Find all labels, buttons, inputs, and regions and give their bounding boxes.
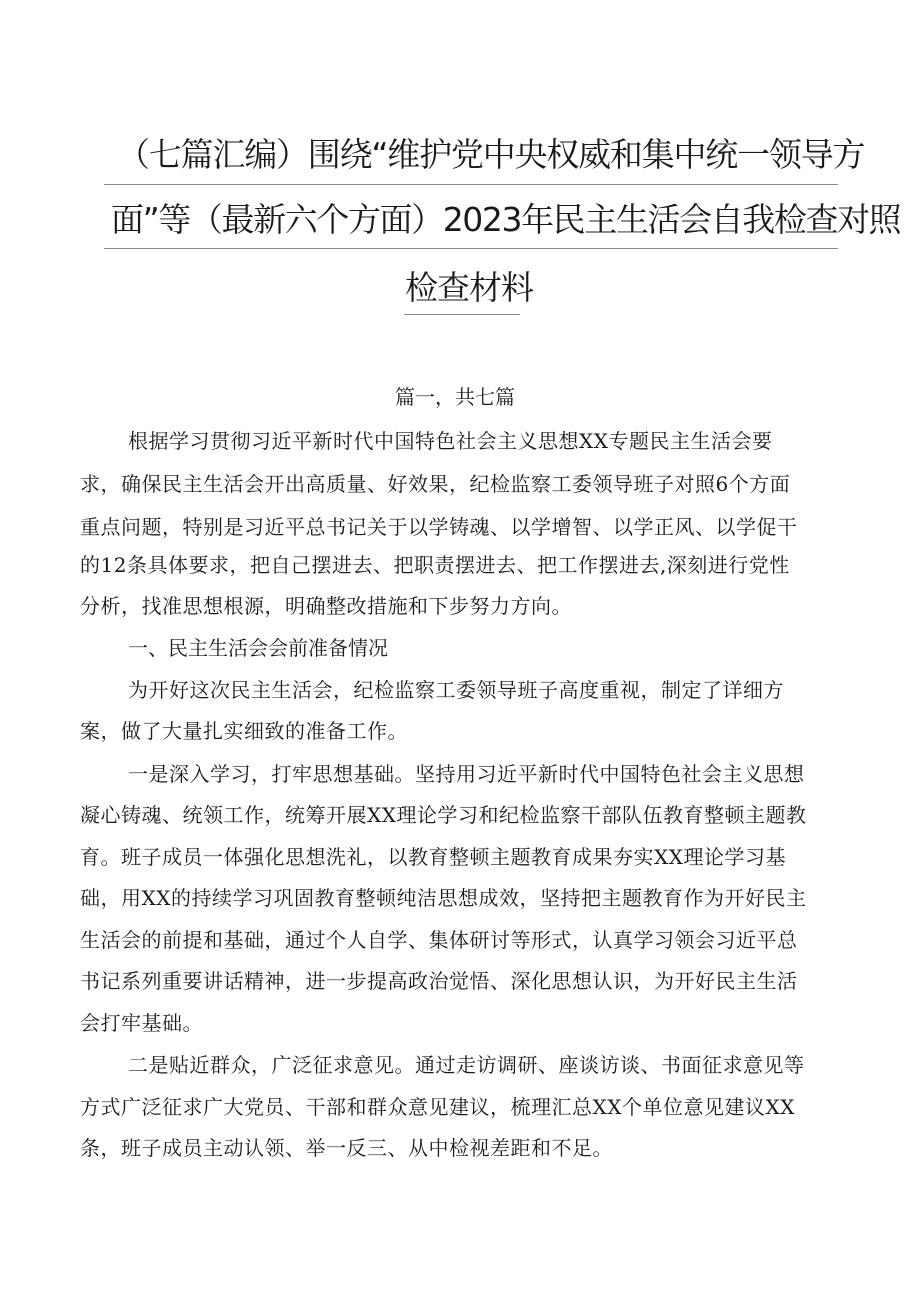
paragraph-line: 重点问题，特别是习近平总书记关于以学铸魂、以学增智、以学正风、以学促干 <box>80 515 798 539</box>
paragraph-line: 案，做了大量扎实细致的准备工作。 <box>80 719 408 743</box>
paragraph-line: 方式广泛征求广大党员、干部和群众意见建议，梳理汇总XX个单位意见建议XX <box>80 1095 795 1119</box>
paragraph-line: 根据学习贯彻习近平新时代中国特色社会主义思想XX专题民主生活会要 <box>128 429 773 453</box>
section-heading: 一、民主生活会会前准备情况 <box>128 636 388 660</box>
section-label: 篇一，共七篇 <box>395 385 515 409</box>
paragraph-line: 为开好这次民主生活会，纪检监察工委领导班子高度重视，制定了详细方 <box>128 678 784 702</box>
paragraph-line: 求，确保民主生活会开出高质量、好效果，纪检监察工委领导班子对照6个方面 <box>80 472 791 496</box>
document-title-line-3: 检查材料 <box>405 268 533 307</box>
document-title-line-1: （七篇汇编）围绕“维护党中央权威和集中统一领导方 <box>117 135 865 174</box>
paragraph-line: 础，用XX的持续学习巩固教育整顿纯洁思想成效，坚持把主题教育作为开好民主 <box>80 886 807 910</box>
paragraph-line: 条，班子成员主动认领、举一反三、从中检视差距和不足。 <box>80 1136 613 1160</box>
paragraph-line: 生活会的前提和基础，通过个人自学、集体研讨等形式，认真学习领会习近平总 <box>80 928 798 952</box>
title-underline-2 <box>104 248 838 249</box>
paragraph-line: 分析，找准思想根源，明确整改措施和下步努力方向。 <box>80 594 572 618</box>
paragraph-line: 二是贴近群众，广泛征求意见。通过走访调研、座谈访谈、书面征求意见等 <box>128 1053 805 1077</box>
paragraph-line: 的12条具体要求，把自己摆进去、把职责摆进去、把工作摆进去,深刻进行党性 <box>80 553 790 577</box>
paragraph-line: 会打牢基础。 <box>80 1011 203 1035</box>
paragraph-line: 一是深入学习，打牢思想基础。坚持用习近平新时代中国特色社会主义思想 <box>128 762 805 786</box>
paragraph-line: 凝心铸魂、统领工作，统筹开展XX理论学习和纪检监察干部队伍教育整顿主题教 <box>80 803 807 827</box>
document-title-line-2: 面”等（最新六个方面）2023年民主生活会自我检查对照 <box>111 200 901 239</box>
paragraph-line: 书记系列重要讲话精神，进一步提高政治觉悟、深化思想认识，为开好民主生活 <box>80 969 798 993</box>
title-underline-1 <box>104 184 838 185</box>
title-underline-3 <box>404 314 520 315</box>
paragraph-line: 育。班子成员一体强化思想洗礼，以教育整顿主题教育成果夯实XX理论学习基 <box>80 845 786 869</box>
